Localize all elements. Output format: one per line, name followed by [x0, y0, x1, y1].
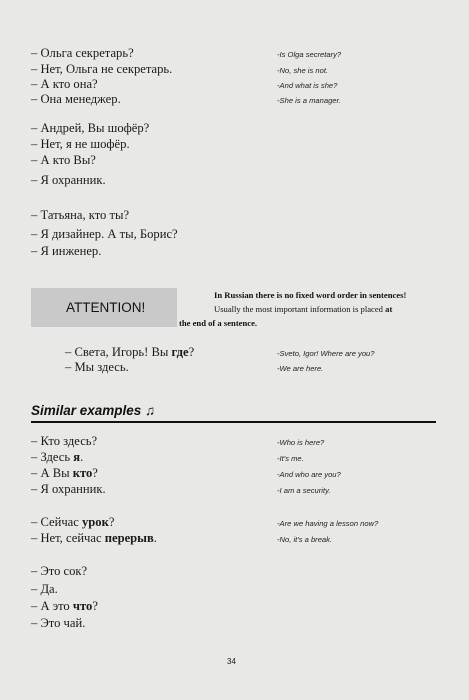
translation-line: -She is a manager.	[277, 96, 341, 105]
dialogue-line: – Здесь я.	[31, 450, 84, 464]
similar-examples-heading: Similar examples ♫	[31, 403, 156, 418]
translation-line: -It's me.	[277, 454, 304, 463]
translation-line: -Are we having a lesson now?	[277, 519, 379, 528]
dialogue-line: – Это чай.	[31, 616, 86, 630]
attention-note-line2: Usually the most important information is placed at	[214, 304, 393, 314]
translation-line: -And who are you?	[277, 470, 341, 479]
attention-label: ATTENTION!	[66, 300, 146, 315]
dialogue-line: – Я охранник.	[31, 482, 106, 496]
dialogue-line: – Да.	[31, 582, 58, 596]
dialogue-line: – Я охранник.	[31, 173, 106, 187]
dialogue-line: – А Вы кто?	[31, 466, 98, 480]
dialogue-line: – А это что?	[31, 599, 98, 613]
translation-line: -I am a security.	[277, 486, 331, 495]
dialogue-line: – Мы здесь.	[65, 360, 129, 374]
dialogue-line: – Я дизайнер. А ты, Борис?	[31, 227, 178, 241]
page-number: 34	[227, 657, 236, 666]
dialogue-line: – А кто она?	[31, 77, 98, 91]
attention-note-line1: In Russian there is no fixed word order in sentences!	[214, 290, 407, 300]
translation-line: -Is Olga secretary?	[277, 50, 342, 59]
dialogue-line: – Я инженер.	[31, 244, 102, 258]
dialogue-line: – Света, Игорь! Вы где?	[65, 345, 195, 359]
translation-line: -No, she is not.	[277, 66, 329, 75]
translation-line: -And what is she?	[277, 81, 338, 90]
dialogue-line: – Нет, Ольга не секретарь.	[31, 62, 173, 76]
translation-line: -Who is here?	[277, 438, 325, 447]
dialogue-line: – А кто Вы?	[31, 153, 96, 167]
dialogue-line: – Нет, я не шофёр.	[31, 137, 130, 151]
dialogue-line: – Ольга секретарь?	[31, 46, 134, 60]
dialogue-line: – Она менеджер.	[31, 92, 121, 106]
section-divider	[31, 421, 436, 423]
attention-note-line3: the end of a sentence.	[179, 318, 258, 328]
translation-line: -No, it's a break.	[277, 535, 333, 544]
dialogue-line: – Сейчас урок?	[31, 515, 115, 529]
translation-line: -Sveto, Igor! Where are you?	[277, 349, 375, 358]
dialogue-line: – Нет, сейчас перерыв.	[31, 531, 157, 545]
dialogue-line: – Это сок?	[31, 564, 88, 578]
dialogue-line: – Андрей, Вы шофёр?	[31, 121, 150, 135]
translation-line: -We are here.	[277, 364, 324, 373]
dialogue-line: – Татьяна, кто ты?	[31, 208, 130, 222]
dialogue-line: – Кто здесь?	[31, 434, 98, 448]
